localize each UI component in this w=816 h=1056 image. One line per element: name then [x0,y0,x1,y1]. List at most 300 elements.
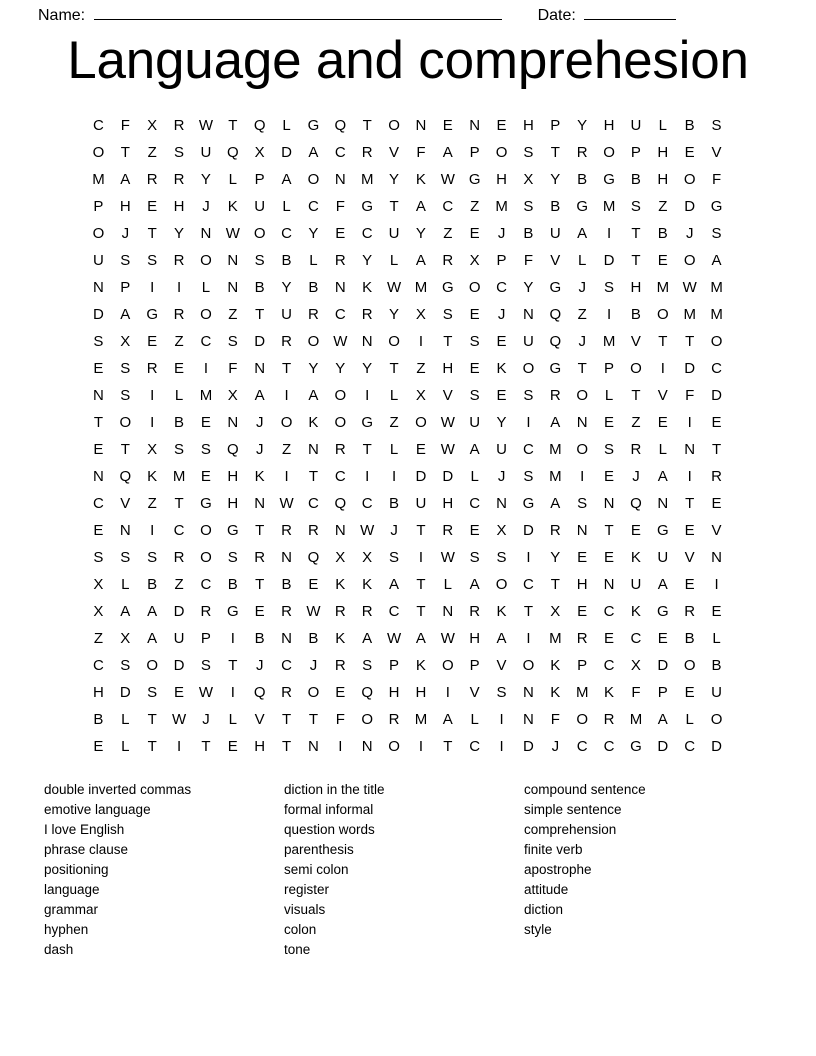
grid-cell[interactable]: N [603,495,615,512]
grid-cell[interactable]: P [389,657,400,674]
grid-cell[interactable]: N [308,738,319,755]
grid-cell[interactable]: C [281,657,292,674]
grid-cell[interactable]: C [361,495,373,512]
grid-cell[interactable]: T [120,144,130,161]
grid-cell[interactable]: N [361,333,373,350]
grid-cell[interactable]: O [200,306,212,323]
grid-cell[interactable]: O [576,441,589,458]
grid-cell[interactable]: W [386,279,402,296]
grid-cell[interactable]: Y [550,171,561,188]
grid-cell[interactable]: W [440,414,455,431]
grid-cell[interactable]: L [712,630,721,647]
grid-cell[interactable]: B [389,495,400,512]
grid-cell[interactable]: C [93,657,104,674]
grid-cell[interactable]: K [496,603,507,620]
grid-cell[interactable]: Y [389,306,400,323]
grid-cell[interactable]: T [308,711,319,728]
grid-cell[interactable]: I [150,387,155,404]
grid-cell[interactable]: S [120,360,131,377]
grid-cell[interactable]: I [284,468,289,485]
grid-cell[interactable]: O [710,333,723,350]
word-bank-item[interactable]: I love English [44,822,125,837]
grid-cell[interactable]: X [120,333,131,350]
grid-cell[interactable]: C [603,657,615,674]
grid-cell[interactable]: T [147,738,157,755]
grid-cell[interactable]: G [146,306,159,323]
grid-cell[interactable]: G [710,198,723,215]
grid-cell[interactable]: P [604,360,615,377]
grid-cell[interactable]: Z [389,414,399,431]
grid-cell[interactable]: X [335,549,346,566]
grid-cell[interactable]: A [120,171,131,188]
grid-cell[interactable]: S [523,144,534,161]
grid-cell[interactable]: I [526,630,531,647]
grid-cell[interactable]: X [469,252,480,269]
grid-cell[interactable]: W [386,630,402,647]
grid-cell[interactable]: C [630,630,642,647]
grid-cell[interactable]: O [361,711,374,728]
grid-cell[interactable]: Q [307,549,320,566]
grid-cell[interactable]: H [119,198,131,215]
word-bank-item[interactable]: parenthesis [284,842,354,857]
grid-cell[interactable]: N [334,171,346,188]
grid-cell[interactable]: A [657,576,668,593]
grid-cell[interactable]: I [230,630,235,647]
grid-cell[interactable]: H [254,738,266,755]
grid-cell[interactable]: T [255,522,265,539]
grid-cell[interactable]: H [576,576,588,593]
grid-cell[interactable]: O [576,387,589,404]
grid-cell[interactable]: R [361,144,373,161]
grid-cell[interactable]: X [496,522,507,539]
word-bank-item[interactable]: register [284,882,330,897]
grid-cell[interactable]: N [657,495,669,512]
grid-cell[interactable]: L [228,171,237,188]
grid-cell[interactable]: E [657,630,668,647]
grid-cell[interactable]: S [389,549,400,566]
grid-cell[interactable]: U [496,441,507,458]
grid-cell[interactable]: I [580,468,585,485]
grid-cell[interactable]: C [684,738,696,755]
grid-cell[interactable]: R [711,468,722,485]
grid-cell[interactable]: S [711,225,722,242]
grid-cell[interactable]: O [334,387,347,404]
grid-cell[interactable]: J [685,225,694,242]
grid-cell[interactable]: T [228,117,238,134]
grid-cell[interactable]: G [200,495,212,512]
grid-cell[interactable]: E [442,117,453,134]
grid-cell[interactable]: Q [630,495,642,512]
grid-cell[interactable]: Z [147,495,157,512]
grid-cell[interactable]: I [391,468,397,485]
word-bank-item[interactable]: double inverted commas [44,782,192,797]
grid-cell[interactable]: F [523,252,534,269]
grid-cell[interactable]: T [281,711,292,728]
grid-cell[interactable]: B [684,117,695,134]
grid-cell[interactable]: T [685,333,695,350]
grid-cell[interactable]: V [496,657,507,674]
grid-cell[interactable]: Z [470,198,480,215]
grid-cell[interactable]: X [630,657,641,674]
grid-cell[interactable]: M [172,468,186,485]
grid-cell[interactable]: E [174,684,185,701]
grid-cell[interactable]: O [92,144,105,161]
grid-cell[interactable]: S [147,252,158,269]
grid-cell[interactable]: P [469,144,480,161]
grid-cell[interactable]: S [227,549,238,566]
grid-cell[interactable]: E [684,522,695,539]
grid-cell[interactable]: G [441,279,454,296]
grid-cell[interactable]: D [657,738,669,755]
grid-cell[interactable]: R [173,117,185,134]
grid-cell[interactable]: B [630,306,641,323]
grid-cell[interactable]: T [658,333,668,350]
grid-cell[interactable]: N [603,576,615,593]
grid-cell[interactable]: L [658,441,667,458]
grid-cell[interactable]: N [308,441,319,458]
grid-cell[interactable]: I [176,279,182,296]
grid-cell[interactable]: X [362,549,373,566]
grid-cell[interactable]: R [576,144,588,161]
grid-cell[interactable]: T [281,738,292,755]
grid-cell[interactable]: T [416,603,426,620]
grid-cell[interactable]: H [415,684,427,701]
grid-cell[interactable]: O [683,657,696,674]
grid-cell[interactable]: O [495,144,508,161]
grid-cell[interactable]: E [604,630,615,647]
grid-cell[interactable]: B [281,576,292,593]
grid-cell[interactable]: J [255,441,264,458]
grid-cell[interactable]: Y [389,171,400,188]
grid-cell[interactable]: S [200,441,211,458]
grid-cell[interactable]: G [361,198,374,215]
grid-cell[interactable]: O [200,252,212,269]
grid-cell[interactable]: O [307,684,320,701]
grid-cell[interactable]: N [281,549,292,566]
grid-cell[interactable]: O [307,333,320,350]
grid-cell[interactable]: A [281,171,292,188]
grid-cell[interactable]: Z [281,441,292,458]
grid-cell[interactable]: G [226,522,239,539]
grid-cell[interactable]: N [523,684,534,701]
grid-cell[interactable]: E [469,306,480,323]
grid-cell[interactable]: M [656,279,670,296]
grid-cell[interactable]: P [550,117,561,134]
grid-cell[interactable]: B [657,225,668,242]
grid-cell[interactable]: G [522,495,535,512]
grid-cell[interactable]: T [147,711,157,728]
grid-cell[interactable]: W [440,549,455,566]
grid-cell[interactable]: N [576,522,588,539]
grid-cell[interactable]: H [442,495,454,512]
grid-cell[interactable]: E [200,468,211,485]
grid-cell[interactable]: H [227,495,239,512]
grid-cell[interactable]: Y [496,414,507,431]
grid-cell[interactable]: M [710,306,723,323]
word-bank-item[interactable]: formal informal [284,802,374,817]
grid-cell[interactable]: O [603,144,615,161]
grid-cell[interactable]: X [93,576,104,593]
grid-cell[interactable]: J [497,468,506,485]
grid-cell[interactable]: I [499,738,504,755]
grid-cell[interactable]: M [549,630,562,647]
grid-cell[interactable]: Z [631,414,641,431]
grid-cell[interactable]: X [147,117,158,134]
grid-cell[interactable]: U [523,333,534,350]
grid-cell[interactable]: S [362,657,373,674]
grid-cell[interactable]: L [389,441,399,458]
grid-cell[interactable]: Q [334,117,347,134]
grid-cell[interactable]: R [549,387,561,404]
grid-cell[interactable]: T [362,117,372,134]
grid-cell[interactable]: P [577,657,588,674]
grid-cell[interactable]: D [711,387,722,404]
grid-cell[interactable]: I [284,387,289,404]
grid-cell[interactable]: E [711,414,722,431]
grid-cell[interactable]: K [604,684,615,701]
grid-cell[interactable]: I [606,225,612,242]
grid-cell[interactable]: X [415,306,426,323]
grid-cell[interactable]: W [198,117,214,134]
grid-cell[interactable]: E [308,576,319,593]
grid-cell[interactable]: A [711,252,722,269]
grid-cell[interactable]: N [119,522,131,539]
name-write-in-line[interactable] [94,5,502,20]
grid-cell[interactable]: R [334,657,346,674]
grid-cell[interactable]: Y [335,360,346,377]
grid-cell[interactable]: T [604,522,614,539]
grid-cell[interactable]: N [684,441,696,458]
grid-cell[interactable]: A [415,198,426,215]
grid-cell[interactable]: B [254,279,265,296]
grid-cell[interactable]: W [333,333,348,350]
grid-cell[interactable]: L [228,711,237,728]
grid-cell[interactable]: Z [577,306,587,323]
grid-cell[interactable]: E [147,198,158,215]
grid-cell[interactable]: N [93,279,104,296]
grid-cell[interactable]: S [469,387,480,404]
grid-cell[interactable]: H [173,198,185,215]
grid-cell[interactable]: G [576,198,589,215]
grid-cell[interactable]: X [550,603,561,620]
grid-cell[interactable]: R [684,603,696,620]
grid-cell[interactable]: L [389,387,399,404]
grid-cell[interactable]: H [523,117,534,134]
grid-cell[interactable]: T [523,603,534,620]
grid-cell[interactable]: Q [226,441,239,458]
word-bank-item[interactable]: comprehension [524,822,617,837]
grid-cell[interactable]: W [306,603,321,620]
grid-cell[interactable]: L [121,576,130,593]
grid-cell[interactable]: A [120,306,131,323]
grid-cell[interactable]: K [550,684,561,701]
grid-cell[interactable]: F [631,684,641,701]
grid-cell[interactable]: C [308,198,319,215]
grid-cell[interactable]: E [657,252,668,269]
grid-cell[interactable]: V [442,387,453,404]
grid-cell[interactable]: K [147,468,158,485]
grid-cell[interactable]: M [414,279,428,296]
date-write-in-line[interactable] [584,5,676,20]
grid-cell[interactable]: G [361,414,374,431]
grid-cell[interactable]: J [551,738,560,755]
grid-cell[interactable]: R [173,252,185,269]
grid-cell[interactable]: B [147,576,158,593]
grid-cell[interactable]: Z [174,576,184,593]
grid-cell[interactable]: E [93,522,104,539]
grid-cell[interactable]: R [146,171,158,188]
grid-cell[interactable]: R [576,630,588,647]
grid-cell[interactable]: A [147,603,158,620]
grid-cell[interactable]: W [198,684,214,701]
grid-cell[interactable]: M [495,198,508,215]
grid-cell[interactable]: A [254,387,265,404]
grid-cell[interactable]: O [468,279,481,296]
grid-cell[interactable]: Q [361,684,374,701]
grid-cell[interactable]: U [630,576,642,593]
grid-cell[interactable]: L [282,198,291,215]
grid-cell[interactable]: E [684,576,695,593]
grid-cell[interactable]: M [629,711,643,728]
grid-cell[interactable]: R [281,522,292,539]
grid-cell[interactable]: A [657,711,668,728]
grid-cell[interactable]: W [440,441,455,458]
grid-cell[interactable]: I [418,333,424,350]
grid-cell[interactable]: S [120,549,131,566]
grid-cell[interactable]: N [576,414,588,431]
grid-cell[interactable]: S [469,549,480,566]
grid-cell[interactable]: E [93,360,104,377]
grid-cell[interactable]: B [711,657,722,674]
grid-cell[interactable]: G [468,171,481,188]
grid-cell[interactable]: T [443,333,453,350]
grid-cell[interactable]: S [442,306,453,323]
grid-cell[interactable]: D [93,306,104,323]
grid-cell[interactable]: S [469,333,480,350]
grid-cell[interactable]: R [388,711,400,728]
grid-cell[interactable]: X [254,144,265,161]
grid-cell[interactable]: L [174,387,184,404]
grid-cell[interactable]: I [150,522,155,539]
grid-cell[interactable]: E [496,333,507,350]
grid-cell[interactable]: S [120,387,131,404]
grid-cell[interactable]: B [254,630,265,647]
grid-cell[interactable]: M [710,279,723,296]
grid-cell[interactable]: Y [308,360,319,377]
grid-cell[interactable]: N [281,630,292,647]
grid-cell[interactable]: O [630,360,642,377]
grid-cell[interactable]: E [200,414,211,431]
grid-cell[interactable]: S [604,279,615,296]
grid-cell[interactable]: S [227,333,238,350]
grid-cell[interactable]: O [388,738,400,755]
grid-cell[interactable]: C [334,144,346,161]
grid-cell[interactable]: O [576,711,589,728]
grid-cell[interactable]: L [282,117,291,134]
grid-cell[interactable]: H [227,468,239,485]
grid-cell[interactable]: R [334,441,346,458]
grid-cell[interactable]: G [656,522,669,539]
grid-cell[interactable]: K [496,360,507,377]
grid-cell[interactable]: I [526,414,531,431]
grid-cell[interactable]: C [603,603,615,620]
grid-cell[interactable]: V [711,144,722,161]
grid-cell[interactable]: Y [281,279,292,296]
grid-cell[interactable]: S [120,252,131,269]
grid-cell[interactable]: R [173,171,185,188]
grid-cell[interactable]: X [227,387,238,404]
grid-cell[interactable]: N [442,603,454,620]
grid-cell[interactable]: T [631,225,641,242]
grid-cell[interactable]: Z [443,225,453,242]
grid-cell[interactable]: K [415,171,426,188]
grid-cell[interactable]: N [254,360,266,377]
grid-cell[interactable]: Y [308,225,319,242]
grid-cell[interactable]: L [121,711,130,728]
word-bank-item[interactable]: hyphen [44,922,89,937]
grid-cell[interactable]: W [440,630,455,647]
grid-cell[interactable]: A [550,495,561,512]
grid-cell[interactable]: R [442,252,454,269]
grid-cell[interactable]: C [496,279,507,296]
grid-cell[interactable]: D [442,468,454,485]
grid-cell[interactable]: V [469,684,480,701]
grid-cell[interactable]: A [442,711,453,728]
grid-cell[interactable]: E [496,387,507,404]
grid-cell[interactable]: L [443,576,452,593]
grid-cell[interactable]: I [365,468,370,485]
word-bank-item[interactable]: phrase clause [44,842,129,857]
grid-cell[interactable]: N [415,117,427,134]
grid-cell[interactable]: A [577,225,588,242]
grid-cell[interactable]: O [253,225,266,242]
grid-cell[interactable]: U [281,306,292,323]
grid-cell[interactable]: C [334,306,346,323]
grid-cell[interactable]: T [120,441,130,458]
grid-cell[interactable]: X [93,603,104,620]
grid-cell[interactable]: J [255,414,264,431]
grid-cell[interactable]: F [550,711,560,728]
grid-cell[interactable]: T [389,360,399,377]
grid-cell[interactable]: E [469,522,480,539]
grid-cell[interactable]: O [280,414,293,431]
grid-cell[interactable]: C [442,198,454,215]
grid-cell[interactable]: V [684,549,695,566]
grid-cell[interactable]: J [121,225,130,242]
grid-cell[interactable]: N [254,495,266,512]
grid-cell[interactable]: E [469,225,480,242]
grid-cell[interactable]: J [497,225,506,242]
grid-cell[interactable]: B [281,252,292,269]
word-bank-item[interactable]: emotive language [44,802,151,817]
grid-cell[interactable]: J [255,657,264,674]
grid-cell[interactable]: O [92,225,105,242]
grid-cell[interactable]: C [93,117,104,134]
grid-cell[interactable]: U [388,225,400,242]
grid-cell[interactable]: B [550,198,561,215]
grid-cell[interactable]: A [550,414,561,431]
grid-cell[interactable]: T [147,225,157,242]
grid-cell[interactable]: I [714,576,719,593]
grid-cell[interactable]: U [630,117,642,134]
grid-cell[interactable]: Z [228,306,238,323]
grid-cell[interactable]: U [711,684,722,701]
grid-cell[interactable]: A [415,630,426,647]
grid-cell[interactable]: M [360,171,374,188]
grid-cell[interactable]: I [445,684,450,701]
grid-cell[interactable]: H [657,171,669,188]
grid-cell[interactable]: R [630,441,642,458]
